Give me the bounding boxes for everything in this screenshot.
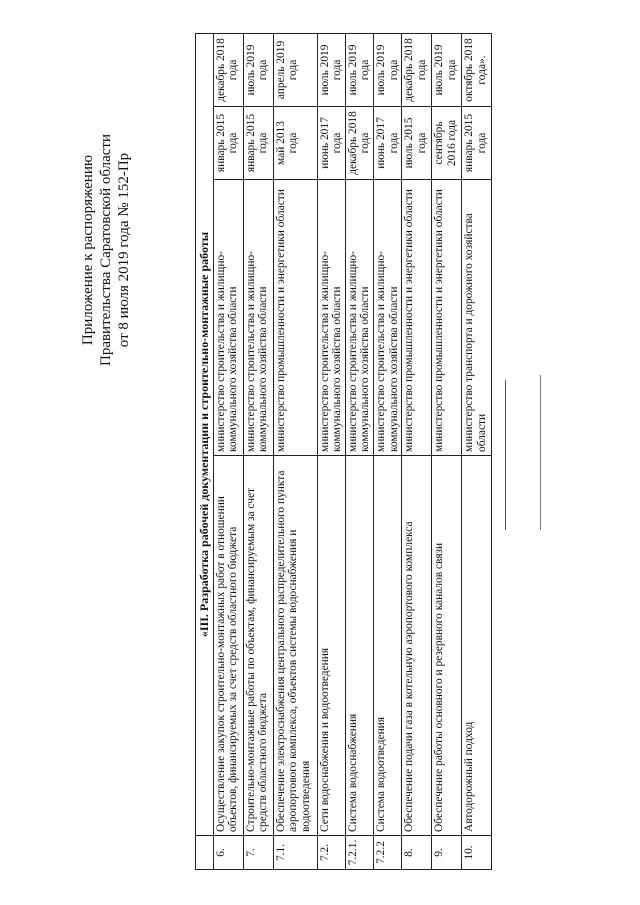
table-row bbox=[273, 33, 317, 869]
row-number: 7.2. bbox=[317, 836, 345, 870]
table-row bbox=[402, 33, 432, 869]
start-date: май 2013 года bbox=[273, 107, 317, 180]
work-name: Обеспечение электроснабжения центрального распределительного пункта аэропортового комплекса, объектов системы водоснабжения и водоотведения bbox=[273, 456, 317, 836]
end-date: октябрь 2018 года». bbox=[462, 33, 492, 106]
row-number: 10. bbox=[462, 836, 492, 870]
end-date: июль 2019 года bbox=[373, 33, 401, 106]
start-date: январь 2015 года bbox=[462, 107, 492, 180]
appendix-header bbox=[79, 125, 135, 375]
start-date: январь 2015 года bbox=[213, 107, 243, 180]
table-row bbox=[243, 33, 273, 869]
responsible-agency: министерство строительства и жилищно-коммунального хозяйства области bbox=[317, 180, 345, 456]
responsible-agency: министерство промышленности и энергетики области bbox=[432, 180, 462, 456]
row-number: 7. bbox=[243, 836, 273, 870]
header-line-2: Правительства Саратовской области bbox=[98, 133, 114, 367]
section-row bbox=[196, 33, 214, 869]
table-cell bbox=[196, 836, 214, 870]
start-date: июнь 2017 года bbox=[373, 107, 401, 180]
responsible-agency: министерство строительства и жилищно-коммунального хозяйства области bbox=[373, 180, 401, 456]
row-number: 8. bbox=[402, 836, 432, 870]
table-row bbox=[462, 33, 492, 869]
row-number: 6. bbox=[213, 836, 243, 870]
start-date: июнь 2017 года bbox=[317, 107, 345, 180]
end-date: декабрь 2018 года bbox=[402, 33, 432, 106]
work-name: Обеспечение подачи газа в котельную аэропортового комплекса bbox=[402, 456, 432, 836]
work-name: Обеспечение работы основного и резервного каналов связи bbox=[432, 456, 462, 836]
start-date: сентябрь 2016 года bbox=[432, 107, 462, 180]
end-date: июль 2019 года bbox=[317, 33, 345, 106]
work-name: Сети водоснабжения и водоотведения bbox=[317, 456, 345, 836]
start-date: декабрь 2018 года bbox=[345, 107, 373, 180]
responsible-agency: министерство транспорта и дорожного хозяйства области bbox=[462, 180, 492, 456]
table-row bbox=[373, 33, 401, 869]
row-number: 9. bbox=[432, 836, 462, 870]
start-date: июль 2015 года bbox=[402, 107, 432, 180]
table-row bbox=[432, 33, 462, 869]
section-title: «III. Разработка рабочей документации и строительно-монтажные работы bbox=[196, 33, 214, 835]
table-row bbox=[317, 33, 345, 869]
header-line-1: Приложение к распоряжению bbox=[80, 154, 96, 346]
margin-rule bbox=[505, 380, 508, 530]
row-number: 7.2.2 bbox=[373, 836, 401, 870]
responsible-agency: министерство строительства и жилищно-коммунального хозяйства области bbox=[243, 180, 273, 456]
end-date: июль 2019 года bbox=[345, 33, 373, 106]
responsible-agency: министерство промышленности и энергетики области bbox=[273, 180, 317, 456]
margin-rule bbox=[540, 375, 543, 530]
responsible-agency: министерство промышленности и энергетики области bbox=[402, 180, 432, 456]
end-date: декабрь 2018 года bbox=[213, 33, 243, 106]
work-name: Система водоотведения bbox=[373, 456, 401, 836]
row-number: 7.1. bbox=[273, 836, 317, 870]
work-name: Строительно-монтажные работы по объектам, финансируемым за счет средств областного бюджета bbox=[243, 456, 273, 836]
end-date: июль 2019 года bbox=[243, 33, 273, 106]
work-name: Система водоснабжения bbox=[345, 456, 373, 836]
responsible-agency: министерство строительства и жилищно-коммунального хозяйства области bbox=[345, 180, 373, 456]
table-row bbox=[345, 33, 373, 869]
table-row bbox=[213, 33, 243, 869]
start-date: январь 2015 года bbox=[243, 107, 273, 180]
end-date: апрель 2019 года bbox=[273, 33, 317, 106]
work-name: Осуществление закупок строительно-монтажных работ в отношении объектов, финансируемых за счет средств областного бюджета bbox=[213, 456, 243, 836]
header-line-3: от 8 июля 2019 года № 152-Пр bbox=[116, 152, 132, 348]
schedule-table bbox=[195, 33, 492, 870]
schedule-table-wrapper bbox=[195, 34, 501, 870]
end-date: июль 2019 года bbox=[432, 33, 462, 106]
row-number: 7.2.1. bbox=[345, 836, 373, 870]
work-name: Автодорожный подход bbox=[462, 456, 492, 836]
responsible-agency: министерство строительства и жилищно-коммунального хозяйства области bbox=[213, 180, 243, 456]
